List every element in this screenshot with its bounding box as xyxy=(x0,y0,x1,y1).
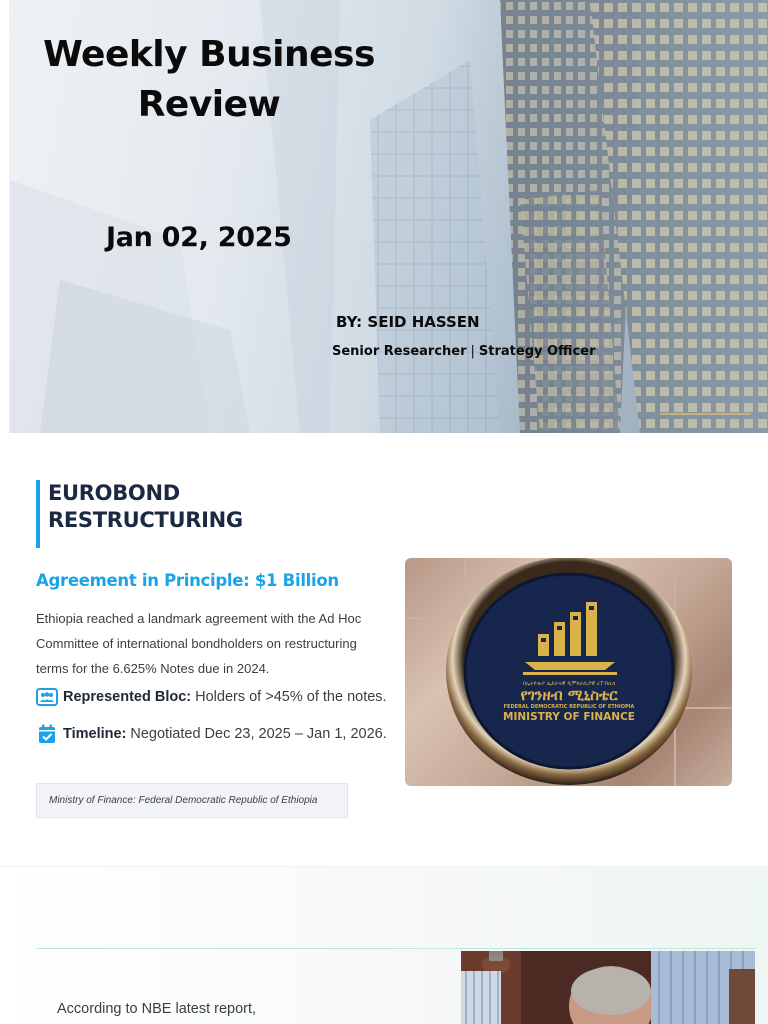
caption-text: Ministry of Finance: Federal Democratic Republic of Ethiopia xyxy=(49,795,318,806)
report-title: Weekly Business Review xyxy=(43,34,375,125)
section-divider xyxy=(36,948,756,949)
bullet-label: Timeline: xyxy=(63,726,127,742)
ministry-seal xyxy=(405,558,732,786)
seal-amharic-main: የገንዘብ ሚኒስቴር xyxy=(520,686,618,704)
bullet-text: Negotiated Dec 23, 2025 – Jan 1, 2026. xyxy=(130,726,387,742)
calendar-check-icon xyxy=(36,724,58,744)
bullet-timeline xyxy=(36,724,387,744)
people-illustration xyxy=(461,951,755,1024)
nbe-report-intro: According to NBE latest report, xyxy=(57,1001,257,1017)
hero-banner xyxy=(0,0,768,433)
seal-amharic-top: በኢትዮጵያ ፌደራላዊ ዲሞክራሲያዊ ሪፐብሊክ xyxy=(522,681,616,687)
gold-divider xyxy=(660,413,751,415)
section-heading-line2: RESTRUCTURING xyxy=(48,508,243,532)
role-separator: | xyxy=(470,344,475,359)
bullet-text: Holders of >45% of the notes. xyxy=(195,689,387,705)
agreement-subheading: Agreement in Principle: $1 Billion xyxy=(36,571,339,590)
seal-english-main: MINISTRY OF FINANCE xyxy=(503,711,635,723)
bullet-label: Represented Bloc: xyxy=(63,689,192,705)
section-heading-line1: EUROBOND xyxy=(48,481,180,505)
agreement-body: Ethiopia reached a landmark agreement with the Ad Hoc Committee of international bondholders on restructuring terms for the 6.625% Notes due in 2024. xyxy=(36,611,362,676)
group-icon xyxy=(36,687,58,707)
ministry-of-finance-photo xyxy=(405,558,732,786)
image-caption xyxy=(36,783,348,818)
author-name: BY: SEID HASSEN xyxy=(336,313,480,331)
bullet-represented-bloc xyxy=(36,687,387,707)
meeting-photo xyxy=(461,951,755,1024)
author-role-left: Senior Researcher xyxy=(332,344,467,359)
seal-english-top: FEDERAL DEMOCRATIC REPUBLIC OF ETHIOPIA xyxy=(503,704,635,710)
author-role xyxy=(332,344,596,359)
section-accent-bar xyxy=(36,480,40,548)
report-date: Jan 02, 2025 xyxy=(106,222,292,253)
author-role-right: Strategy Officer xyxy=(478,344,596,359)
section-heading xyxy=(48,480,243,534)
